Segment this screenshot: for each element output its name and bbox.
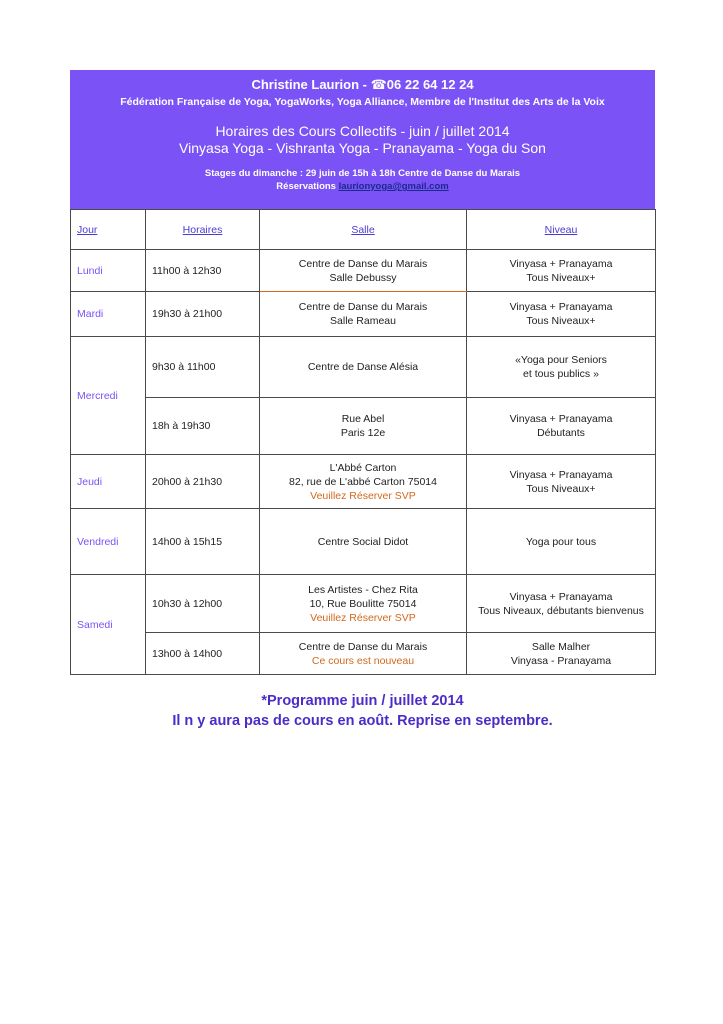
reservation-note: Veuillez Réserver SVP [310, 489, 416, 502]
room-line: L'Abbé Carton [329, 461, 397, 474]
room-cell [260, 398, 467, 455]
schedule-subtitle: Vinyasa Yoga - Vishranta Yoga - Pranayama - Yoga du Son [179, 140, 546, 156]
level-line: Tous Niveaux, débutants bienvenus [478, 604, 644, 617]
room-cell [260, 250, 467, 292]
table-row [71, 250, 656, 292]
table-row [71, 398, 656, 455]
level-line: «Yoga pour Seniors [515, 354, 607, 366]
footer-notice [70, 691, 655, 731]
level-cell [467, 337, 656, 398]
sunday-workshops: Stages du dimanche : 29 juin de 15h à 18h Centre de Danse du Marais [204, 168, 521, 179]
room-line: Les Artistes - Chez Rita [308, 583, 418, 596]
day-cell: Jeudi [71, 455, 146, 509]
room-line: Centre de Danse du Marais [298, 301, 428, 313]
hours-cell: 19h30 à 21h00 [146, 292, 260, 337]
day-cell: Mercredi [71, 337, 146, 455]
table-row [71, 292, 656, 337]
hours-cell: 9h30 à 11h00 [146, 337, 260, 398]
room-line: Salle Debussy [329, 271, 397, 284]
level-line: Tous Niveaux+ [526, 271, 596, 284]
email-link[interactable]: laurionyoga@gmail.com [338, 181, 449, 192]
schedule-page [70, 70, 655, 731]
table-row [71, 455, 656, 509]
header-banner [70, 70, 655, 209]
reservations-line [74, 180, 651, 193]
hours-cell: 11h00 à 12h30 [146, 250, 260, 292]
level-line: Débutants [537, 427, 585, 439]
level-line: Yoga pour tous [525, 535, 597, 548]
level-line: Vinyasa + Pranayama [509, 257, 613, 270]
level-line: Tous Niveaux+ [526, 482, 596, 495]
table-row [71, 509, 656, 575]
header-level: Niveau [467, 210, 656, 250]
room-line: Centre de Danse du Marais [298, 257, 428, 270]
room-line: Centre de Danse du Marais [298, 640, 428, 653]
table-row [71, 633, 656, 675]
table-row [71, 337, 656, 398]
level-line: Vinyasa + Pranayama [509, 301, 613, 313]
room-cell [260, 455, 467, 509]
level-line: Salle Malher [531, 640, 591, 653]
room-cell [260, 509, 467, 575]
level-cell [467, 398, 656, 455]
header-day: Jour [71, 210, 146, 250]
august-closure-note: Il n y aura pas de cours en août. Reprise en septembre. [172, 713, 553, 729]
day-cell: Mardi [71, 292, 146, 337]
program-note: *Programme juin / juillet 2014 [261, 693, 464, 709]
new-course-note: Ce cours est nouveau [311, 654, 415, 667]
schedule-table [70, 209, 656, 675]
room-line: Centre de Danse Alésia [307, 361, 419, 373]
room-cell [260, 575, 467, 633]
room-line: Centre Social Didot [317, 535, 409, 548]
level-line: Vinyasa + Pranayama [509, 468, 613, 481]
room-cell [260, 292, 467, 337]
day-cell: Lundi [71, 250, 146, 292]
day-cell: Vendredi [71, 509, 146, 575]
hours-cell: 14h00 à 15h15 [146, 509, 260, 575]
day-cell: Samedi [71, 575, 146, 675]
level-cell [467, 455, 656, 509]
level-line: Vinyasa + Pranayama [509, 413, 613, 425]
federation-line: Fédération Française de Yoga, YogaWorks, Yoga Alliance, Membre de l'Institut des Arts de la Voix [120, 96, 605, 108]
room-cell [260, 337, 467, 398]
instructor-name-phone: Christine Laurion - ☎06 22 64 12 24 [251, 77, 474, 92]
level-cell [467, 633, 656, 675]
schedule-title: Horaires des Cours Collectifs - juin / juillet 2014 [215, 123, 510, 139]
room-cell [260, 633, 467, 675]
level-line: Vinyasa - Pranayama [510, 654, 612, 667]
hours-cell: 13h00 à 14h00 [146, 633, 260, 675]
room-line: Paris 12e [340, 427, 386, 439]
room-line: 10, Rue Boulitte 75014 [309, 597, 417, 610]
reservation-note: Veuillez Réserver SVP [310, 611, 416, 624]
room-line: 82, rue de L'abbé Carton 75014 [289, 475, 437, 488]
level-line: et tous publics » [523, 368, 599, 380]
table-row [71, 575, 656, 633]
reservations-label: Réservations [276, 181, 339, 192]
header-hours: Horaires [146, 210, 260, 250]
level-cell [467, 292, 656, 337]
hours-cell: 18h à 19h30 [146, 398, 260, 455]
hours-cell: 10h30 à 12h00 [146, 575, 260, 633]
hours-cell: 20h00 à 21h30 [146, 455, 260, 509]
level-cell [467, 250, 656, 292]
header-room: Salle [260, 210, 467, 250]
room-line: Salle Rameau [330, 315, 396, 327]
table-header-row [71, 210, 656, 250]
level-cell [467, 575, 656, 633]
level-line: Tous Niveaux+ [526, 315, 596, 327]
level-line: Vinyasa + Pranayama [509, 590, 613, 603]
room-line: Rue Abel [341, 413, 385, 425]
level-cell [467, 509, 656, 575]
